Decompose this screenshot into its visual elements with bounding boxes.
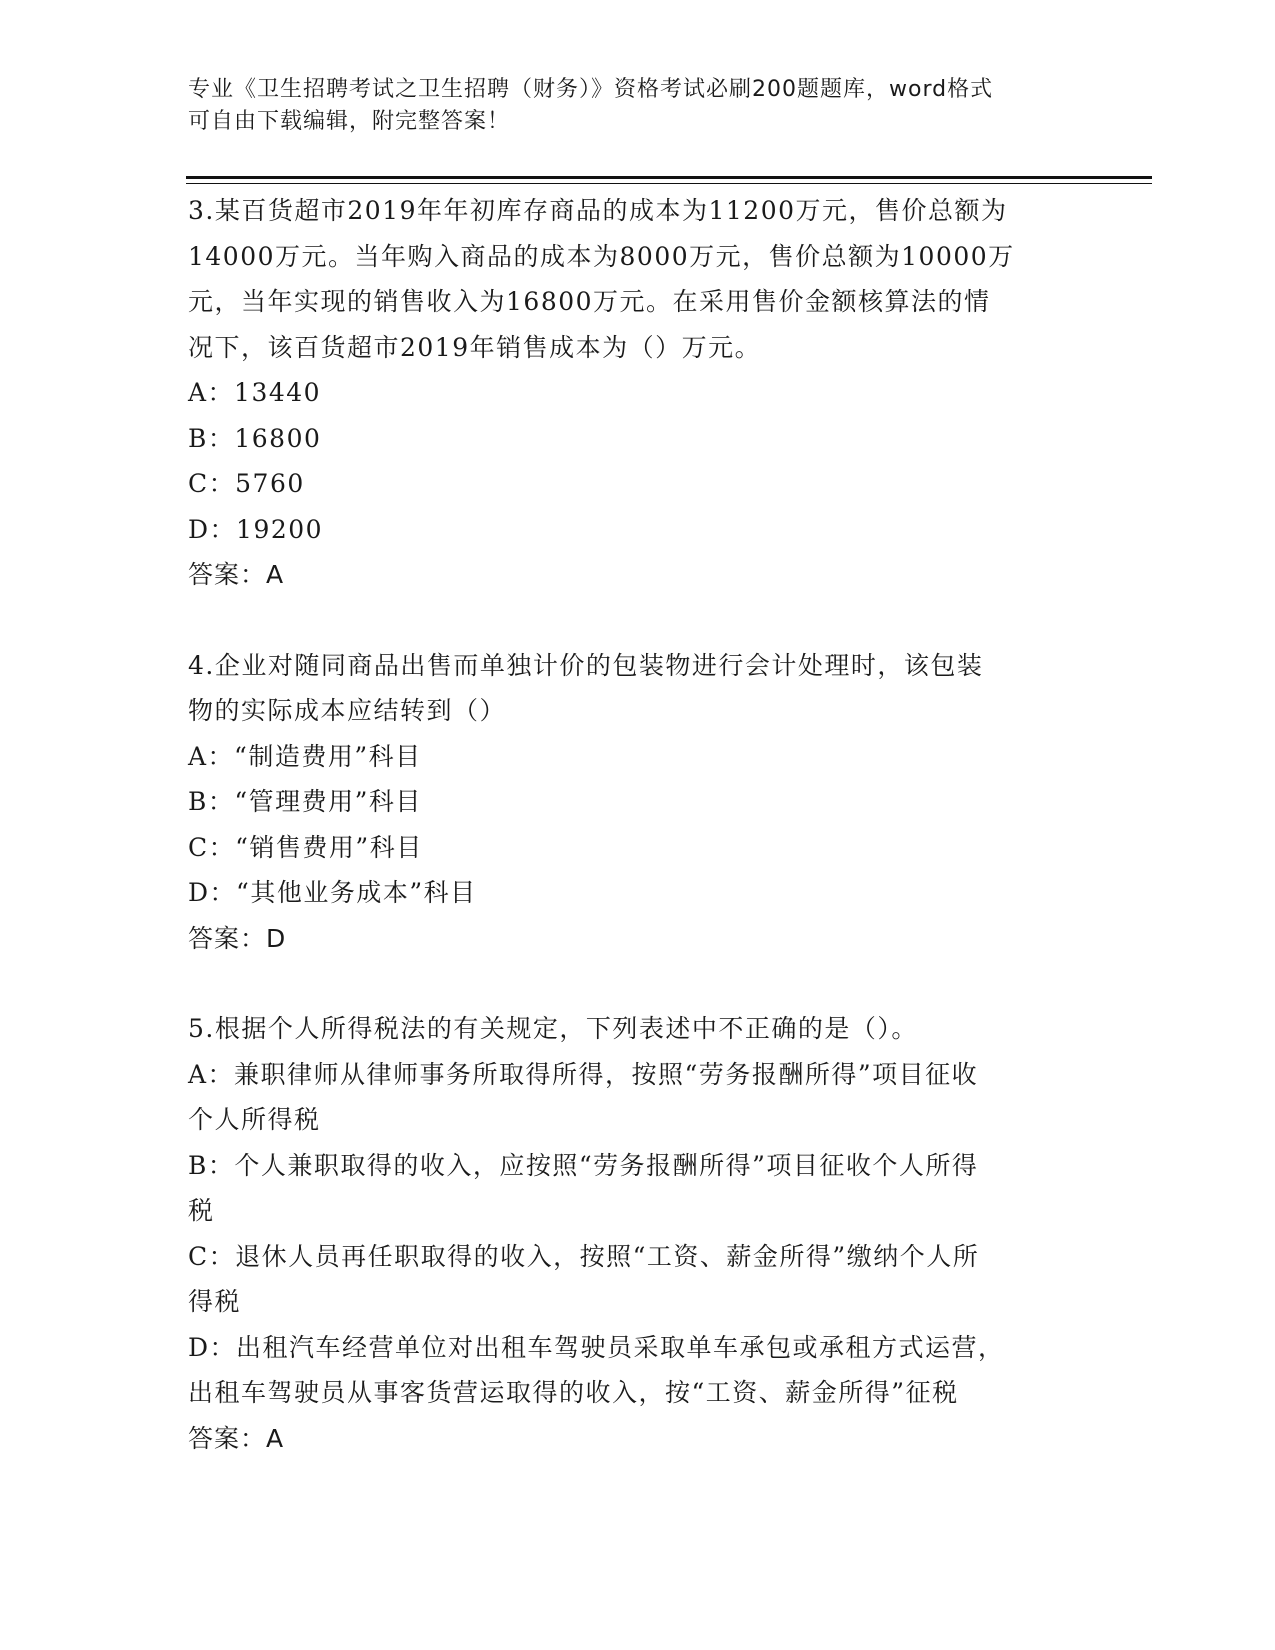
header-divider-thick — [186, 176, 1152, 179]
option-a: A：兼职律师从律师事务所取得所得，按照“劳务报酬所得”项目征收 — [188, 1059, 979, 1089]
answer-label: 答案：D — [188, 923, 287, 953]
option-d: D：出租汽车经营单位对出租车驾驶员采取单车承包或承租方式运营， — [188, 1332, 1005, 1362]
question-stem-line: 况下，该百货超市2019年销售成本为（）万元。 — [188, 332, 762, 362]
option-a: A：13440 — [188, 378, 322, 407]
option-b-continued: 税 — [188, 1196, 215, 1225]
header-line-1: 专业《卫生招聘考试之卫生招聘（财务）》资格考试必刷200题题库，word格式 — [188, 77, 994, 102]
option-b: B：“管理费用”科目 — [188, 787, 422, 816]
option-a-continued: 个人所得税 — [188, 1105, 321, 1134]
question-list — [188, 188, 1088, 1506]
header-line-2: 可自由下载编辑，附完整答案！ — [188, 109, 511, 134]
answer-label: 答案：A — [188, 560, 285, 589]
question-stem-line: 14000万元。当年购入商品的成本为8000万元，售价总额为10000万 — [188, 241, 1015, 271]
option-d: D：“其他业务成本”科目 — [188, 878, 477, 907]
question-3 — [188, 188, 1088, 598]
option-d-continued: 出租车驾驶员从事客货营运取得的收入，按“工资、薪金所得”征税 — [188, 1378, 959, 1407]
question-stem-line: 物的实际成本应结转到（） — [188, 696, 507, 725]
question-5 — [188, 1006, 1088, 1461]
option-c-continued: 得税 — [188, 1287, 242, 1316]
option-b: B：16800 — [188, 423, 322, 453]
question-stem-line: 元，当年实现的销售收入为16800万元。在采用售价金额核算法的情 — [188, 287, 991, 316]
question-stem-line: 4.企业对随同商品出售而单独计价的包装物进行会计处理时，该包装 — [188, 650, 984, 680]
question-4 — [188, 643, 1088, 962]
document-header — [188, 74, 1088, 138]
option-c: C：5760 — [188, 469, 305, 498]
option-b: B：个人兼职取得的收入，应按照“劳务报酬所得”项目征收个人所得 — [188, 1150, 979, 1180]
option-c: C：“销售费用”科目 — [188, 832, 423, 862]
question-stem-line: 3.某百货超市2019年年初库存商品的成本为11200万元，售价总额为 — [188, 196, 1008, 225]
header-divider-thin — [186, 183, 1152, 184]
answer-label: 答案：A — [188, 1423, 285, 1453]
option-d: D：19200 — [188, 514, 324, 544]
option-a: A：“制造费用”科目 — [188, 741, 422, 771]
question-stem-line: 5.根据个人所得税法的有关规定，下列表述中不正确的是（）。 — [188, 1014, 918, 1043]
option-c: C：退休人员再任职取得的收入，按照“工资、薪金所得”缴纳个人所 — [188, 1241, 980, 1271]
